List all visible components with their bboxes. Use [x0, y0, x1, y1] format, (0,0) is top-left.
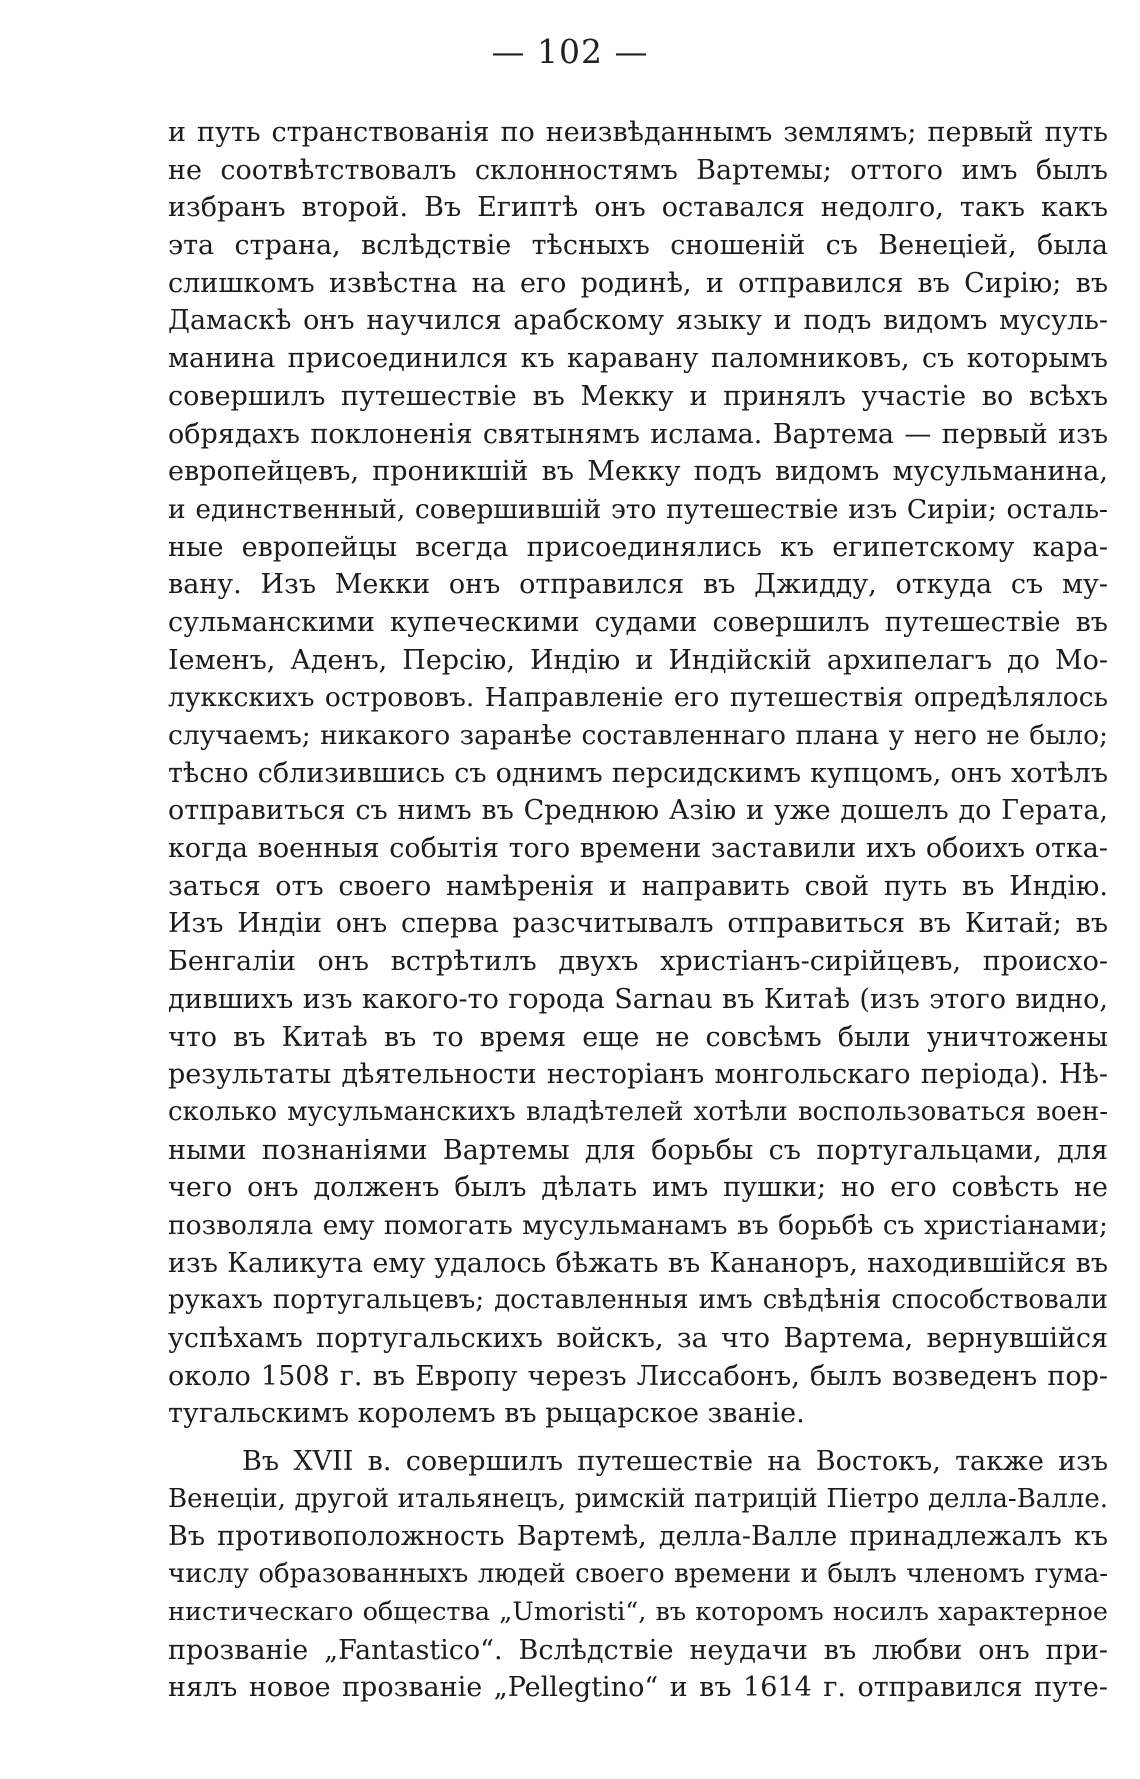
paragraph-gap — [168, 1433, 1108, 1443]
paragraph-della-valle — [168, 1443, 1108, 1707]
text-line: манина присоединился къ каравану паломниковъ, съ которымъ — [168, 343, 1108, 375]
text-line: изъ Каликута ему удалось бѣжать въ Кананоръ, находившійся въ — [168, 1247, 1108, 1279]
text-line: заться отъ своего намѣренія и направить свой путь въ Индію. — [168, 870, 1108, 902]
text-line: ные европейцы всегда присоединялись къ египетскому кара- — [168, 531, 1108, 563]
text-line: когда военныя событія того времени заставили ихъ обоихъ отка- — [168, 833, 1108, 865]
text-line: числу образованныхъ людей своего времени и былъ членомъ гума- — [168, 1559, 1108, 1590]
text-line: сколько мусульманскихъ владѣтелей хотѣли воспользоваться воен- — [168, 1096, 1108, 1127]
text-line: что въ Китаѣ въ то время еще не совсѣмъ были уничтожены — [168, 1021, 1108, 1053]
text-line: тугальскимъ королемъ въ рыцарское званіе. — [168, 1398, 805, 1430]
text-line: результаты дѣятельности несторіанъ монгольскаго періода). Нѣ- — [168, 1059, 1108, 1091]
text-line: обрядахъ поклоненія святынямъ ислама. Вартема — первый изъ — [168, 418, 1108, 450]
text-line: ными познаніями Вартемы для борьбы съ португальцами, для — [168, 1134, 1108, 1166]
paragraph-vartema — [168, 114, 1108, 1433]
text-line: Дамаскѣ онъ научился арабскому языку и подъ видомъ мусуль- — [168, 305, 1108, 337]
text-line: прозваніе „Fantastico“. Вслѣдствіе неудачи въ любви онъ при- — [168, 1634, 1108, 1666]
text-line: Въ XVII в. совершилъ путешествіе на Востокъ, также изъ — [242, 1446, 1108, 1478]
text-line: и единственный, совершившій это путешествіе изъ Сиріи; осталь- — [168, 493, 1108, 525]
text-line: тѣсно сблизившись съ однимъ персидскимъ купцомъ, онъ хотѣлъ — [168, 757, 1108, 789]
text-line: и путь странствованія по неизвѣданнымъ землямъ; первый путь — [168, 117, 1108, 148]
text-line: около 1508 г. въ Европу черезъ Лиссабонъ, былъ возведенъ пор- — [168, 1360, 1108, 1392]
text-line: сульманскими купеческими судами совершилъ путешествіе въ — [168, 606, 1108, 638]
text-line: случаемъ; никакого заранѣе составленнаго плана у него не было; — [168, 720, 1108, 751]
text-line: Въ противоположность Вартемѣ, делла-Валле принадлежалъ къ — [168, 1521, 1108, 1553]
text-line: европейцевъ, проникшій въ Мекку подъ видомъ мусульманина, — [168, 456, 1108, 488]
page-number: — 102 — — [491, 32, 649, 71]
text-line: Іеменъ, Аденъ, Персію, Индію и Индійскій архипелагъ до Мо- — [168, 644, 1108, 676]
text-line: позволяла ему помогать мусульманамъ въ борьбѣ съ христіанами; — [168, 1209, 1108, 1241]
text-line: эта страна, вслѣдствіе тѣсныхъ сношеній съ Венеціей, была — [168, 230, 1108, 262]
text-line: луккскихъ острововъ. Направленіе его путешествія опредѣлялось — [168, 682, 1108, 714]
text-line: Изъ Индіи онъ сперва разсчитывалъ отправиться въ Китай; въ — [168, 908, 1108, 940]
text-line: нистическаго общества „Umoristi“, въ которомъ носилъ характерное — [168, 1596, 1108, 1627]
text-line: избранъ второй. Въ Египтѣ онъ оставался недолго, такъ какъ — [168, 192, 1108, 224]
text-line: нялъ новое прозваніе „Pellegtino“ и въ 1614 г. отправился путе- — [168, 1672, 1108, 1704]
text-line: дившихъ изъ какого-то города Sarnau въ Китаѣ (изъ этого видно, — [168, 983, 1108, 1015]
body-text — [168, 114, 1108, 1707]
text-line: слишкомъ извѣстна на его родинѣ, и отправился въ Сирію; въ — [168, 267, 1108, 299]
text-line: успѣхамъ португальскихъ войскъ, за что Вартема, вернувшійся — [168, 1323, 1108, 1354]
text-line: вану. Изъ Мекки онъ отправился въ Джидду, откуда съ му- — [168, 569, 1108, 601]
text-line: совершилъ путешествіе въ Мекку и принялъ участіе во всѣхъ — [168, 380, 1108, 412]
text-line: рукахъ португальцевъ; доставленныя имъ свѣдѣнія способствовали — [168, 1285, 1108, 1316]
text-line: Венеціи, другой итальянецъ, римскій патрицій Піетро делла-Валле. — [168, 1483, 1108, 1514]
text-line: не соотвѣтствовалъ склонностямъ Вартемы; оттого имъ былъ — [168, 154, 1108, 186]
text-line: отправиться съ нимъ въ Среднюю Азію и уже дошелъ до Герата, — [168, 795, 1108, 827]
text-line: чего онъ долженъ былъ дѣлать имъ пушки; но его совѣсть не — [168, 1172, 1108, 1204]
text-line: Бенгаліи онъ встрѣтилъ двухъ христіанъ-сирійцевъ, происхо- — [168, 946, 1108, 978]
